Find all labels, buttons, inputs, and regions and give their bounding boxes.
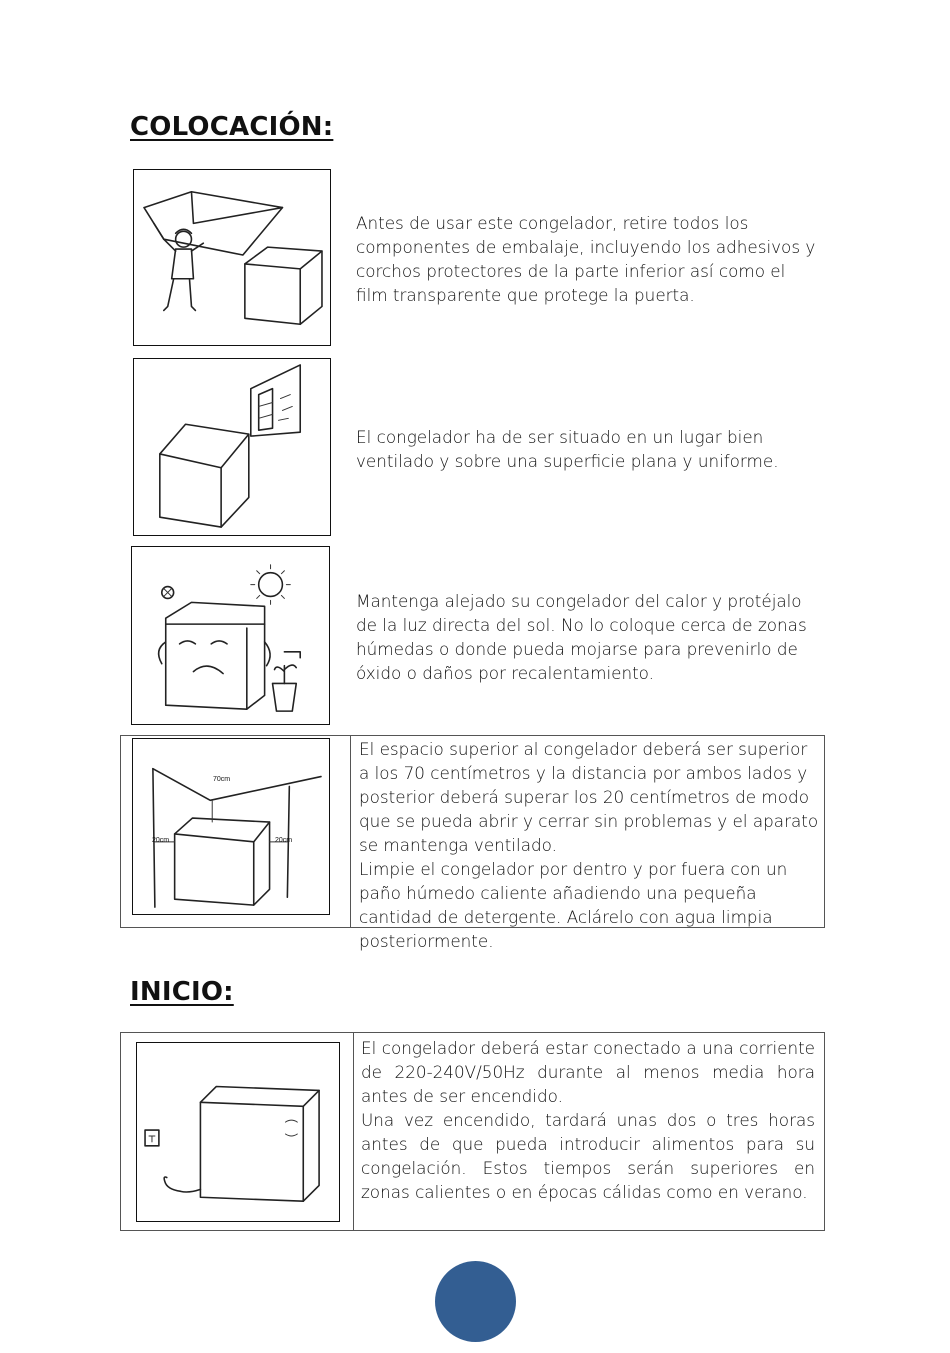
page-marker	[435, 1261, 516, 1342]
step-text-unpacking: Antes de usar este congelador, retire todos los componentes de embalaje, incluyendo los adhesivos y corchos protectores de la parte inferior así como el film transparente que protege la puerta.	[356, 213, 816, 305]
illustration-clearance	[132, 738, 330, 915]
freezer-plug-icon	[137, 1043, 339, 1221]
clearance-label-left: 20cm	[152, 837, 170, 844]
sad-freezer-sun-icon	[132, 547, 329, 724]
illustration-plugged-in	[136, 1042, 340, 1222]
start-text: El congelador deberá estar conectado a una corriente de 220-240V/50Hz durante al menos media hora antes de ser encendido. Una vez encendido, tardará unas dos o tres horas antes de que pueda introducir alimentos para su congelación. Estos tiempos serán superiores en zonas calientes o en épocas cálidas como en verano.	[361, 1038, 815, 1202]
section-title-start: INICIO:	[130, 977, 234, 1007]
section-title-placement: COLOCACIÓN:	[130, 112, 334, 142]
illustration-heat	[131, 546, 330, 725]
clearance-label-right: 20cm	[275, 837, 293, 844]
freezer-window-icon	[134, 359, 330, 535]
step-text-heat: Mantenga alejado su congelador del calor y protéjalo de la luz directa del sol. No lo coloque cerca de zonas húmedas o donde pueda mojarse para prevenirlo de óxido o daños por recalentamiento.	[356, 591, 807, 683]
illustration-unpacking	[133, 169, 331, 346]
person-unpacking-icon	[134, 170, 330, 345]
step-text-ventilated: El congelador ha de ser situado en un lugar bien ventilado y sobre una superficie plana y uniforme.	[356, 427, 779, 471]
clearance-label-top: 70cm	[213, 776, 231, 783]
illustration-ventilated	[133, 358, 331, 536]
step-text-clearance: El espacio superior al congelador deberá ser superior a los 70 centímetros y la distancia por ambos lados y posterior deberá superar los 20 centímetros de modo que se pueda abrir y cerrar sin problemas y el aparato se mantenga ventilado. Limpie el congelador por dentro y por fuera con un paño húmedo caliente añadiendo una pequeña cantidad de detergente. Aclárelo con agua limpia posteriormente.	[359, 739, 819, 951]
freezer-clearance-icon	[133, 739, 329, 914]
